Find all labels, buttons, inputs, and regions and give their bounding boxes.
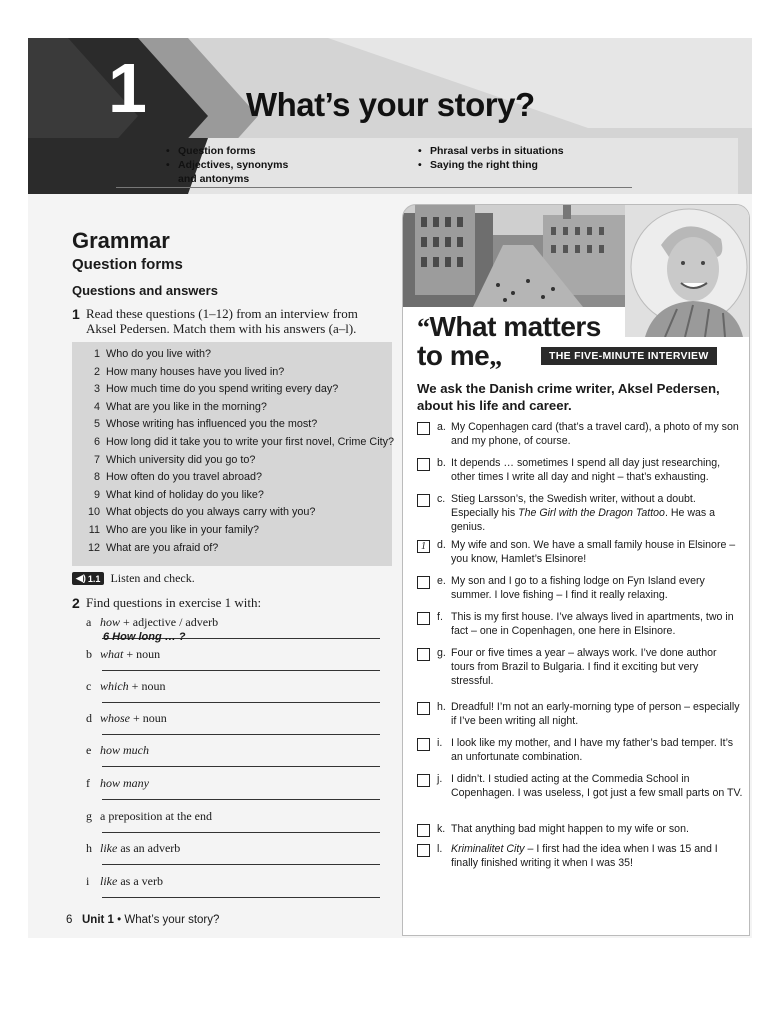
footer-separator: • xyxy=(117,914,122,926)
answer-text xyxy=(451,421,743,449)
answer-item xyxy=(417,539,743,567)
subsection-heading: Questions and answers xyxy=(72,283,218,298)
interview-card xyxy=(402,204,750,936)
answer-item xyxy=(417,457,743,485)
answer-line[interactable] xyxy=(102,897,380,898)
answer-title-italic: The Girl with the Dragon Tattoo xyxy=(518,506,665,519)
answer-letter: l. xyxy=(437,843,443,855)
answer-letter: b. xyxy=(437,457,446,469)
question-item xyxy=(80,416,400,434)
find-item-letter: b xyxy=(86,647,92,661)
title-line-2: to me xyxy=(417,340,490,371)
answer-text-part: My Copenhagen card (that’s a travel card), a photo of my son and my phone, of course. xyxy=(451,421,739,447)
textbook-page xyxy=(28,38,752,938)
question-item xyxy=(80,540,400,558)
page-number: 6 xyxy=(66,914,73,926)
question-number: 12 xyxy=(87,541,100,554)
question-item xyxy=(80,381,400,399)
answer-item xyxy=(417,773,743,801)
answer-letter: d. xyxy=(437,539,446,551)
find-item-keyword: what xyxy=(100,647,124,661)
answer-text-part: My wife and son. We have a small family house in Elsinore – you know, Hamlet’s Elsinore! xyxy=(451,539,736,565)
find-item-letter: a xyxy=(86,615,92,629)
find-item-keyword: how many xyxy=(100,776,149,790)
question-item xyxy=(80,346,400,364)
find-item-text: + adjective / adverb xyxy=(120,615,219,629)
question-item xyxy=(80,487,400,505)
answer-text-part: That anything bad might happen to my wife or son. xyxy=(451,823,689,835)
find-item-keyword: how much xyxy=(100,743,149,757)
answer-line[interactable] xyxy=(102,864,380,865)
answer-text xyxy=(451,457,743,485)
answer-item xyxy=(417,823,743,837)
city-street-photo xyxy=(403,205,639,307)
find-item-keyword: like xyxy=(100,874,118,888)
answer-item xyxy=(417,737,743,765)
find-item xyxy=(86,776,382,791)
question-number: 8 xyxy=(93,471,100,484)
answer-item xyxy=(417,493,743,534)
find-item-text: + noun xyxy=(123,647,161,661)
answer-item xyxy=(417,701,743,729)
answer-checkbox[interactable] xyxy=(417,612,430,625)
header-rule xyxy=(116,187,632,188)
find-item-text: + noun xyxy=(130,711,167,725)
audio-track-button[interactable] xyxy=(72,572,104,585)
find-item-keyword: like xyxy=(100,841,118,855)
answer-text xyxy=(451,539,743,567)
question-item xyxy=(80,452,400,470)
answer-text-part: My son and I go to a fishing lodge on Fyn Island every summer. I love fishing – I find it really relaxing. xyxy=(451,575,705,601)
grammar-section xyxy=(72,228,392,336)
answer-line[interactable] xyxy=(102,799,380,800)
answer-text xyxy=(451,773,743,801)
find-item-letter: i xyxy=(86,874,90,888)
instruction-text: Find questions in exercise 1 with: xyxy=(86,595,262,610)
topics-right xyxy=(418,144,564,172)
question-item xyxy=(80,469,400,487)
question-number: 9 xyxy=(93,488,100,501)
find-item xyxy=(86,809,382,824)
answer-checkbox[interactable] xyxy=(417,774,430,787)
find-item xyxy=(86,711,382,726)
answer-letter: a. xyxy=(437,421,446,433)
question-text: How many houses have you lived in? xyxy=(106,365,285,378)
listen-and-check xyxy=(72,571,195,586)
question-text: What objects do you always carry with you? xyxy=(106,506,316,519)
listen-text: Listen and check. xyxy=(110,571,195,585)
answer-checkbox[interactable] xyxy=(417,458,430,471)
topic-item-continuation: and antonyms xyxy=(178,173,250,185)
unit-title: What’s your story? xyxy=(246,86,535,123)
section-subheading: Question forms xyxy=(72,256,183,273)
find-item xyxy=(86,615,382,630)
unit-header xyxy=(28,38,752,194)
find-item-letter: g xyxy=(86,809,92,823)
topic-item: • Question forms xyxy=(166,144,288,158)
answer-item xyxy=(417,647,743,688)
answer-checkbox[interactable] xyxy=(417,702,430,715)
exercise-number: 1 xyxy=(72,306,80,322)
question-number: 6 xyxy=(93,435,100,448)
find-item-letter: h xyxy=(86,841,92,855)
question-number: 7 xyxy=(93,453,100,466)
question-text: Which university did you go to? xyxy=(106,453,256,466)
answer-text xyxy=(451,701,743,729)
answer-line[interactable] xyxy=(102,702,380,703)
instruction-line: Aksel Pedersen. Match them with his answers (a–l). xyxy=(86,321,357,336)
topic-item: • Saying the right thing xyxy=(418,158,564,172)
question-item xyxy=(80,504,400,522)
page-footer xyxy=(66,914,219,926)
answer-text xyxy=(451,843,743,871)
answer-text-part: Stieg Larsson’s, the Swedish writer, without a doubt. Especially his xyxy=(451,493,696,519)
answer-letter: h. xyxy=(437,701,446,713)
five-minute-interview-badge: THE FIVE-MINUTE INTERVIEW xyxy=(541,347,717,365)
find-item xyxy=(86,743,382,758)
question-number: 3 xyxy=(93,383,100,396)
answer-line[interactable] xyxy=(102,734,380,735)
instruction-line: Read these questions (1–12) from an interview from xyxy=(86,306,358,321)
answer-item xyxy=(417,421,743,449)
unit-label: Unit 1 xyxy=(82,914,114,926)
answer-letter: e. xyxy=(437,575,446,587)
answer-text-part: – I first had the idea when I was 15 and I finally finished writing it when I was 35! xyxy=(451,843,718,869)
topic-item: • Adjectives, synonyms xyxy=(166,158,288,172)
exercise-number: 2 xyxy=(72,595,80,611)
question-text: What are you afraid of? xyxy=(106,541,219,554)
question-text: How often do you travel abroad? xyxy=(106,471,263,484)
find-item-keyword: how xyxy=(100,615,121,629)
answer-line[interactable] xyxy=(102,766,380,767)
find-item-letter: f xyxy=(86,776,90,790)
example-answer: 6 How long … ? xyxy=(103,631,186,643)
question-text: Who do you live with? xyxy=(106,348,212,360)
footer-unit-title: What’s your story? xyxy=(124,914,220,926)
answer-checkbox[interactable] xyxy=(417,576,430,589)
answer-item xyxy=(417,843,743,871)
find-item xyxy=(86,679,382,694)
answer-checkbox[interactable] xyxy=(417,844,430,857)
question-text: Whose writing has influenced you the most? xyxy=(106,418,318,431)
answer-text-part: Four or five times a year – always work. I’ve done author tours from Brazil to Bulgaria. I find it exciting but very stressful. xyxy=(451,647,717,687)
interview-intro: We ask the Danish crime writer, Aksel Pedersen, about his life and career. xyxy=(417,381,720,413)
quote-mark-open: “ xyxy=(417,313,430,342)
question-text: What are you like in the morning? xyxy=(106,400,267,413)
find-item-text: a preposition at the end xyxy=(100,809,212,823)
answer-letter: c. xyxy=(437,493,446,505)
answer-checkbox[interactable] xyxy=(417,422,430,435)
answer-checkbox[interactable] xyxy=(417,648,430,661)
exercise-2-instruction xyxy=(72,595,261,611)
answer-letter: k. xyxy=(437,823,446,835)
find-item-text: + noun xyxy=(128,679,166,693)
topics-left xyxy=(166,144,288,186)
audio-track-label: 1.1 xyxy=(87,573,101,584)
question-number: 5 xyxy=(93,418,100,431)
question-item xyxy=(80,434,400,452)
answer-text xyxy=(451,493,743,534)
answer-text-part: I look like my mother, and I have my father’s bad temper. It’s an unfortunate combination. xyxy=(451,737,734,763)
unit-number: 1 xyxy=(108,49,147,127)
question-number: 2 xyxy=(93,365,100,378)
answer-text-part: . He was a genius. xyxy=(451,506,715,533)
answer-checkbox[interactable] xyxy=(417,738,430,751)
answer-letter: j. xyxy=(437,773,443,785)
answer-checkbox[interactable]: 1 xyxy=(417,540,430,553)
question-item xyxy=(80,364,400,382)
topic-item: • Phrasal verbs in situations xyxy=(418,144,564,158)
question-number: 10 xyxy=(87,506,100,519)
exercise-1-instruction xyxy=(72,306,392,336)
question-text: Who are you like in your family? xyxy=(106,523,260,536)
find-item-letter: e xyxy=(86,743,92,757)
answer-line[interactable] xyxy=(102,832,380,833)
questions-list xyxy=(80,346,400,557)
answer-text xyxy=(451,575,743,603)
find-item xyxy=(86,841,382,856)
question-text: What kind of holiday do you like? xyxy=(106,488,264,501)
answer-text xyxy=(451,823,689,837)
find-item-keyword: which xyxy=(100,679,129,693)
find-item-keyword: whose xyxy=(100,711,130,725)
answer-checkbox[interactable] xyxy=(417,824,430,837)
question-text: How long did it take you to write your first novel, Crime City? xyxy=(106,435,395,448)
question-item xyxy=(80,399,400,417)
find-item xyxy=(86,647,382,662)
find-item-text: as a verb xyxy=(117,874,163,888)
answer-text xyxy=(451,611,743,639)
answer-item xyxy=(417,611,743,639)
answer-checkbox[interactable] xyxy=(417,494,430,507)
answer-letter: f. xyxy=(437,611,443,623)
answer-item xyxy=(417,575,743,603)
find-item xyxy=(86,874,382,889)
question-number: 1 xyxy=(93,348,100,360)
find-item-letter: d xyxy=(86,711,92,725)
answer-text-part: It depends … sometimes I spend all day just researching, other times I write all day and night – that’s exhausting. xyxy=(451,457,721,483)
question-item xyxy=(80,522,400,540)
title-line-1: What matters xyxy=(429,311,601,342)
quote-mark-close: „ xyxy=(489,342,502,371)
answer-text-part: This is my first house. I’ve always lived in apartments, two in fact – one in Copenhagen, one here in Elsinore. xyxy=(451,611,734,637)
find-item-text: as an adverb xyxy=(117,841,181,855)
answer-title-italic: Kriminalitet City xyxy=(451,843,525,855)
speaker-icon: ◀) xyxy=(76,573,86,583)
question-number: 4 xyxy=(93,400,100,413)
find-item-letter: c xyxy=(86,679,92,693)
question-text: How much time do you spend writing every day? xyxy=(106,383,339,396)
answer-text-part: I didn’t. I studied acting at the Commedia School in Copenhagen. I was useless, I got just a few small parts on TV. xyxy=(451,773,743,799)
section-heading: Grammar xyxy=(72,228,170,253)
answer-text xyxy=(451,647,743,688)
answer-letter: i. xyxy=(437,737,443,749)
answer-text-part: Dreadful! I’m not an early-morning type of person – especially if I’ve been writing all night. xyxy=(451,701,740,727)
answer-letter: g. xyxy=(437,647,446,659)
answer-line[interactable] xyxy=(102,670,380,671)
question-number: 11 xyxy=(88,523,100,536)
answer-text xyxy=(451,737,743,765)
author-portrait-photo xyxy=(625,205,749,337)
